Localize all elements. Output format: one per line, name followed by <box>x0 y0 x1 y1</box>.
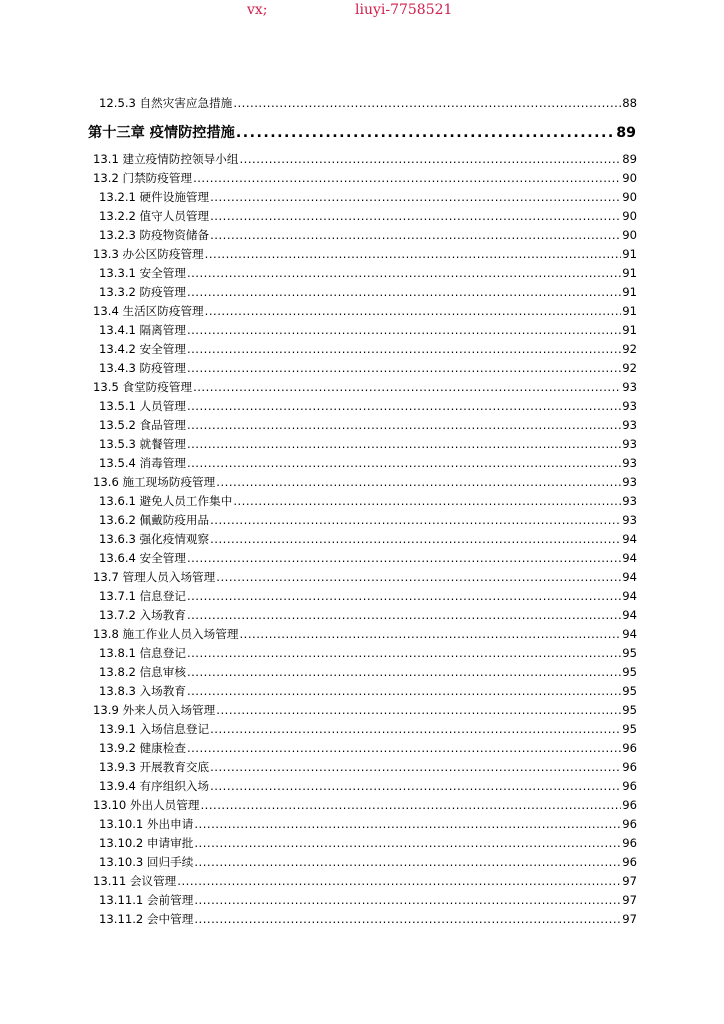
toc-entry-page: 95 <box>622 684 637 698</box>
toc-entry-title: 13.4.2 安全管理 <box>99 342 186 356</box>
toc-entry[interactable] <box>99 284 637 303</box>
toc-leader-dots <box>187 456 621 470</box>
toc-leader-dots <box>187 551 621 565</box>
toc-entry-title: 13.6.3 强化疫情观察 <box>99 532 210 546</box>
toc-entry-page: 95 <box>622 703 637 717</box>
toc-entry-title: 13.8.2 信息审核 <box>99 665 186 679</box>
toc-entry-page: 95 <box>622 665 637 679</box>
toc-entry[interactable] <box>93 702 637 721</box>
toc-entry[interactable] <box>93 797 637 816</box>
toc-leader-dots <box>210 209 621 223</box>
toc-leader-dots <box>239 627 621 641</box>
toc-entry[interactable] <box>99 512 637 531</box>
toc-entry-title: 13.3.2 防疫管理 <box>99 285 186 299</box>
toc-entry[interactable] <box>99 892 637 911</box>
toc-leader-dots <box>210 779 621 793</box>
toc-entry[interactable] <box>99 398 637 417</box>
toc-leader-dots <box>187 589 621 603</box>
toc-entry[interactable] <box>99 341 637 360</box>
toc-entry-page: 93 <box>622 494 637 508</box>
toc-entry[interactable] <box>93 626 637 645</box>
toc-entry-page: 91 <box>622 247 637 261</box>
toc-entry-page: 93 <box>622 418 637 432</box>
toc-leader-dots <box>187 741 621 755</box>
toc-leader-dots <box>187 418 621 432</box>
toc-entry-title: 13.3.1 安全管理 <box>99 266 186 280</box>
toc-entry-title: 13.2.1 硬件设施管理 <box>99 190 210 204</box>
toc-leader-dots <box>210 722 621 736</box>
toc-entry[interactable] <box>99 721 637 740</box>
toc-entry-title: 13.11 会议管理 <box>93 874 177 888</box>
toc-entry-page: 93 <box>622 380 637 394</box>
toc-entry-page: 92 <box>622 342 637 356</box>
toc-entry-page: 94 <box>622 570 637 584</box>
toc-entry[interactable] <box>99 189 637 208</box>
toc-entry-title: 13.10.1 外出申请 <box>99 817 194 831</box>
toc-entry-title: 13.2.3 防疫物资储备 <box>99 228 210 242</box>
toc-entry[interactable] <box>99 227 637 246</box>
toc-entry[interactable] <box>99 816 637 835</box>
toc-entry-title: 13.5.3 就餐管理 <box>99 437 186 451</box>
toc-entry[interactable] <box>99 911 637 930</box>
toc-entry-title: 13.5.4 消毒管理 <box>99 456 186 470</box>
toc-entry-page: 91 <box>622 285 637 299</box>
toc-entry-page: 88 <box>622 96 637 110</box>
toc-entry-page: 96 <box>622 855 637 869</box>
toc-entry-page: 91 <box>622 266 637 280</box>
toc-entry[interactable] <box>99 208 637 227</box>
toc-entry-page: 94 <box>622 551 637 565</box>
toc-leader-dots <box>233 96 621 110</box>
toc-entry[interactable] <box>99 854 637 873</box>
toc-entry-page: 96 <box>622 779 637 793</box>
toc-entry-title: 13.9 外来人员入场管理 <box>93 703 216 717</box>
toc-entry-title: 13.6.2 佩戴防疫用品 <box>99 513 210 527</box>
toc-entry-title: 13.11.1 会前管理 <box>99 893 194 907</box>
toc-entry[interactable] <box>99 607 637 626</box>
toc-entry-title: 13.6.1 避免人员工作集中 <box>99 494 233 508</box>
toc-leader-dots <box>233 494 621 508</box>
toc-entry-page: 89 <box>616 125 636 141</box>
toc-leader-dots <box>194 912 621 926</box>
toc-leader-dots <box>193 171 621 185</box>
toc-entry-title: 13.10 外出人员管理 <box>93 798 200 812</box>
toc-entry-page: 94 <box>622 627 637 641</box>
toc-leader-dots <box>194 836 621 850</box>
toc-leader-dots <box>210 532 621 546</box>
toc-entry-page: 96 <box>622 741 637 755</box>
toc-entry-page: 90 <box>622 209 637 223</box>
toc-entry-page: 93 <box>622 513 637 527</box>
toc-entry-page: 94 <box>622 589 637 603</box>
toc-entry-title: 13.2.2 值守人员管理 <box>99 209 210 223</box>
toc-entry[interactable] <box>99 835 637 854</box>
toc-entry-title: 13.1 建立疫情防控领导小组 <box>93 152 239 166</box>
toc-entry-title: 13.3 办公区防疫管理 <box>93 247 204 261</box>
toc-leader-dots <box>193 380 621 394</box>
toc-entry-title: 13.8 施工作业人员入场管理 <box>93 627 239 641</box>
toc-leader-dots <box>194 817 621 831</box>
toc-entry-page: 89 <box>622 152 637 166</box>
toc-leader-dots <box>187 266 621 280</box>
toc-entry-page: 96 <box>622 836 637 850</box>
toc-entry-page: 90 <box>622 171 637 185</box>
toc-entry[interactable] <box>99 588 637 607</box>
toc-leader-dots <box>187 285 621 299</box>
toc-leader-dots <box>194 893 621 907</box>
toc-entry[interactable] <box>99 531 637 550</box>
toc-leader-dots <box>210 190 621 204</box>
toc-entry-title: 13.7 管理人员入场管理 <box>93 570 216 584</box>
toc-entry-page: 97 <box>622 893 637 907</box>
toc-entry[interactable] <box>99 322 637 341</box>
toc-entry-page: 95 <box>622 722 637 736</box>
toc-entry-title: 13.5.1 人员管理 <box>99 399 186 413</box>
toc-entry-page: 96 <box>622 760 637 774</box>
toc-leader-dots <box>194 855 621 869</box>
toc-entry-page: 92 <box>622 361 637 375</box>
toc-entry-title: 13.10.2 申请审批 <box>99 836 194 850</box>
toc-entry-page: 93 <box>622 475 637 489</box>
toc-entry-title: 13.4 生活区防疫管理 <box>93 304 204 318</box>
toc-entry[interactable] <box>93 379 637 398</box>
watermark-left: vx; <box>247 2 268 18</box>
toc-entry-title: 13.7.1 信息登记 <box>99 589 186 603</box>
toc-entry-title: 第十三章 疫情防控措施 <box>88 125 235 141</box>
toc-entry[interactable] <box>99 664 637 683</box>
toc-entry[interactable] <box>93 246 637 265</box>
toc-entry[interactable] <box>99 778 637 797</box>
toc-leader-dots <box>187 646 621 660</box>
toc-entry[interactable] <box>99 455 637 474</box>
toc-leader-dots <box>205 247 622 261</box>
toc-leader-dots <box>210 760 621 774</box>
toc-entry[interactable] <box>93 170 637 189</box>
toc-entry[interactable] <box>99 759 637 778</box>
toc-leader-dots <box>210 228 621 242</box>
toc-entry-page: 94 <box>622 532 637 546</box>
toc-entry[interactable] <box>93 474 637 493</box>
toc-entry-title: 13.8.1 信息登记 <box>99 646 186 660</box>
toc-leader-dots <box>187 361 621 375</box>
toc-entry[interactable] <box>99 436 637 455</box>
toc-leader-dots <box>200 798 621 812</box>
toc-entry[interactable] <box>99 95 637 114</box>
toc-entry[interactable] <box>99 740 637 759</box>
toc-entry[interactable] <box>99 493 637 512</box>
toc-entry[interactable] <box>99 360 637 379</box>
toc-entry-title: 13.9.4 有序组织入场 <box>99 779 210 793</box>
toc-entry-title: 13.9.3 开展教育交底 <box>99 760 210 774</box>
toc-leader-dots <box>210 513 621 527</box>
toc-entry-page: 93 <box>622 399 637 413</box>
toc-entry-title: 13.6.4 安全管理 <box>99 551 186 565</box>
toc-chapter-entry[interactable] <box>88 122 636 141</box>
toc-entry-page: 90 <box>622 190 637 204</box>
toc-entry-title: 13.4.1 隔离管理 <box>99 323 186 337</box>
toc-entry-title: 13.10.3 回归手续 <box>99 855 194 869</box>
toc-leader-dots <box>187 342 621 356</box>
toc-entry[interactable] <box>93 151 637 170</box>
toc-leader-dots <box>216 703 621 717</box>
toc-entry-page: 93 <box>622 456 637 470</box>
toc-leader-dots <box>236 125 615 141</box>
toc-entry-title: 13.2 门禁防疫管理 <box>93 171 193 185</box>
toc-leader-dots <box>187 665 621 679</box>
toc-entry-page: 95 <box>622 646 637 660</box>
toc-leader-dots <box>187 323 621 337</box>
toc-entry-title: 12.5.3 自然灾害应急措施 <box>99 96 233 110</box>
toc-entry-title: 13.4.3 防疫管理 <box>99 361 186 375</box>
toc-entry[interactable] <box>99 683 637 702</box>
toc-entry[interactable] <box>99 265 637 284</box>
toc-entry[interactable] <box>93 303 637 322</box>
toc-entry-page: 97 <box>622 912 637 926</box>
toc-leader-dots <box>216 570 621 584</box>
toc-entry-title: 13.5 食堂防疫管理 <box>93 380 193 394</box>
watermark-right: liuyi-7758521 <box>355 2 453 18</box>
toc-entry-page: 96 <box>622 817 637 831</box>
toc-leader-dots <box>177 874 621 888</box>
toc-entry-page: 93 <box>622 437 637 451</box>
toc-entry[interactable] <box>99 645 637 664</box>
toc-entry-page: 96 <box>622 798 637 812</box>
toc-entry-page: 91 <box>622 304 637 318</box>
toc-leader-dots <box>187 437 621 451</box>
toc-entry[interactable] <box>93 873 637 892</box>
toc-entry-title: 13.5.2 食品管理 <box>99 418 186 432</box>
toc-entry-page: 97 <box>622 874 637 888</box>
toc-entry[interactable] <box>99 417 637 436</box>
toc-entry-page: 90 <box>622 228 637 242</box>
toc-entry-page: 91 <box>622 323 637 337</box>
toc-entry-title: 13.8.3 入场教育 <box>99 684 186 698</box>
toc-leader-dots <box>187 608 621 622</box>
toc-entry[interactable] <box>99 550 637 569</box>
toc-entry-title: 13.7.2 入场教育 <box>99 608 186 622</box>
toc-entry-page: 94 <box>622 608 637 622</box>
toc-entry[interactable] <box>93 569 637 588</box>
toc-entry-title: 13.6 施工现场防疫管理 <box>93 475 216 489</box>
toc-entry-title: 13.9.1 入场信息登记 <box>99 722 210 736</box>
toc-leader-dots <box>187 399 621 413</box>
toc-leader-dots <box>239 152 621 166</box>
toc-entry-title: 13.9.2 健康检查 <box>99 741 186 755</box>
toc-leader-dots <box>205 304 622 318</box>
watermark <box>0 2 724 24</box>
toc-entry-title: 13.11.2 会中管理 <box>99 912 194 926</box>
toc-leader-dots <box>187 684 621 698</box>
toc-leader-dots <box>216 475 621 489</box>
